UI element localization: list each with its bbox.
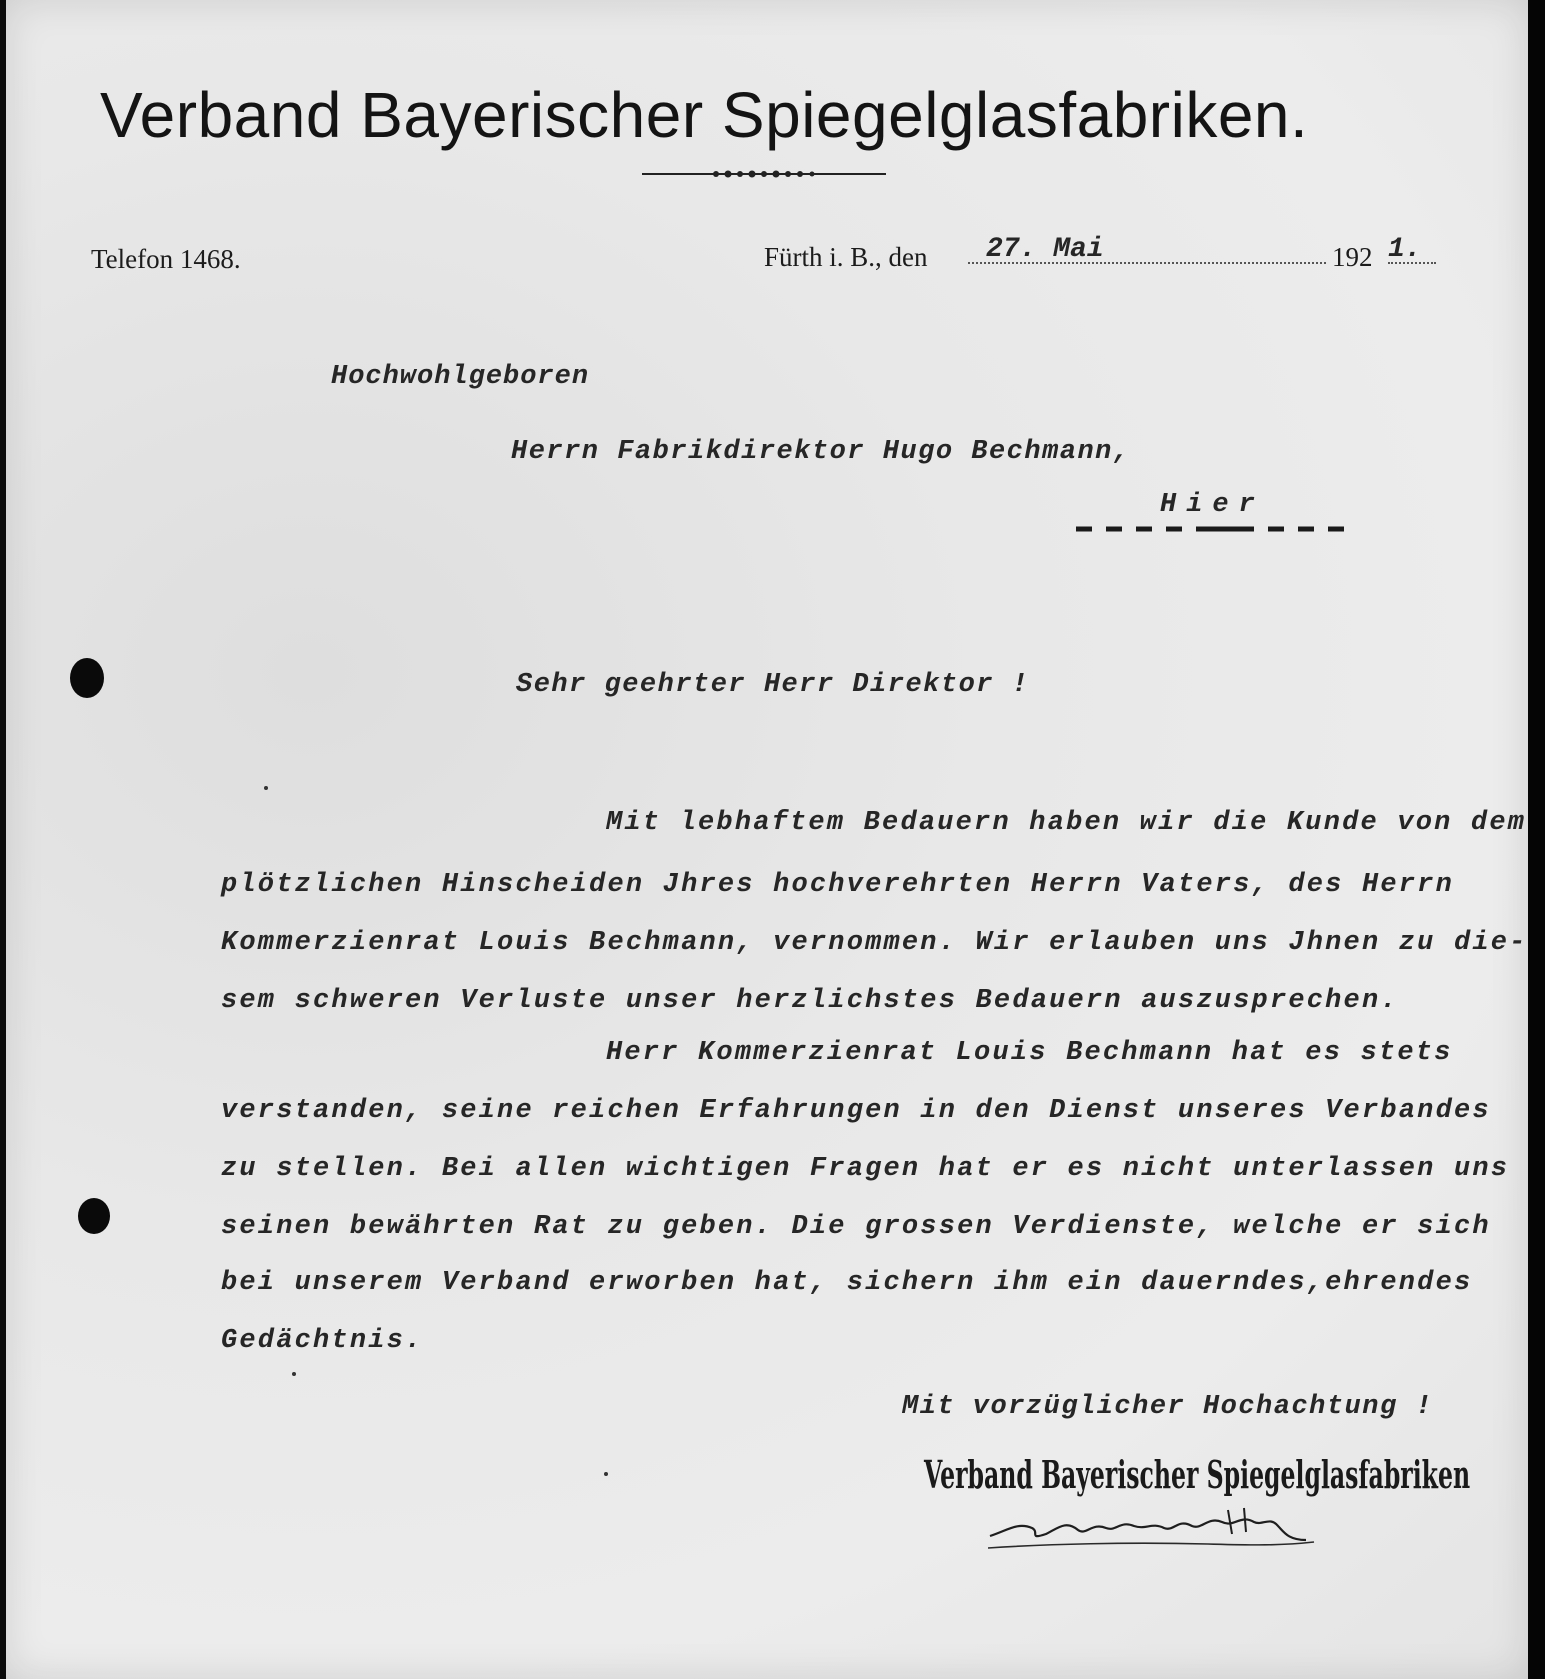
year-printed: 192 [1332,242,1373,272]
signature-stamp: Verband Bayerischer Spiegelglasfabriken [924,1452,1471,1497]
greeting: Sehr geehrter Herr Direktor ! [516,670,1030,700]
body-line: seinen bewährten Rat zu geben. Die grossen Verdienste, welche er sich [221,1212,1491,1242]
body-line: Herr Kommerzienrat Louis Bechmann hat es stets [606,1038,1453,1068]
body-line: plötzlichen Hinscheiden Jhres hochverehrten Herrn Vaters, des Herrn [221,870,1454,900]
recipient-location: Hier [1160,490,1265,520]
body-line: verstanden, seine reichen Erfahrungen in den Dienst unseres Verbandes [221,1096,1491,1126]
letter-paper [6,0,1528,1679]
closing-phrase: Mit vorzüglicher Hochachtung ! [902,1392,1434,1422]
body-line: bei unserem Verband erworben hat, sichern ihm ein dauerndes,ehrendes [221,1268,1473,1298]
letterhead-title: Verband Bayerischer Spiegelglasfabriken. [100,79,1309,151]
handwritten-signature [988,1500,1318,1560]
body-line: Kommerzienrat Louis Bechmann, vernommen. Wir erlauben uns Jhnen zu die- [221,928,1528,958]
scan-edge [1528,0,1545,1679]
body-line: sem schweren Verluste unser herzlichstes Bedauern auszusprechen. [221,986,1399,1016]
punch-hole [70,658,104,698]
paper-speck [264,786,268,790]
recipient-name: Herrn Fabrikdirektor Hugo Bechmann, [511,437,1131,467]
paper-speck [604,1472,608,1476]
paper-speck [292,1372,296,1376]
body-line: zu stellen. Bei allen wichtigen Fragen hat er es nicht unterlassen uns [221,1154,1510,1184]
address-underline [1076,524,1396,534]
year-written: 1. [1388,234,1422,265]
phone-number: Telefon 1468. [91,244,241,274]
punch-hole [78,1198,110,1234]
body-line: Mit lebhaftem Bedauern haben wir die Kunde von dem [606,808,1527,838]
date-written: 27. Mai [986,234,1104,265]
body-line: Gedächtnis. [221,1326,424,1356]
place-label: Fürth i. B., den [764,242,928,272]
letterhead-ornament [642,166,886,182]
honorific: Hochwohlgeboren [331,362,590,392]
